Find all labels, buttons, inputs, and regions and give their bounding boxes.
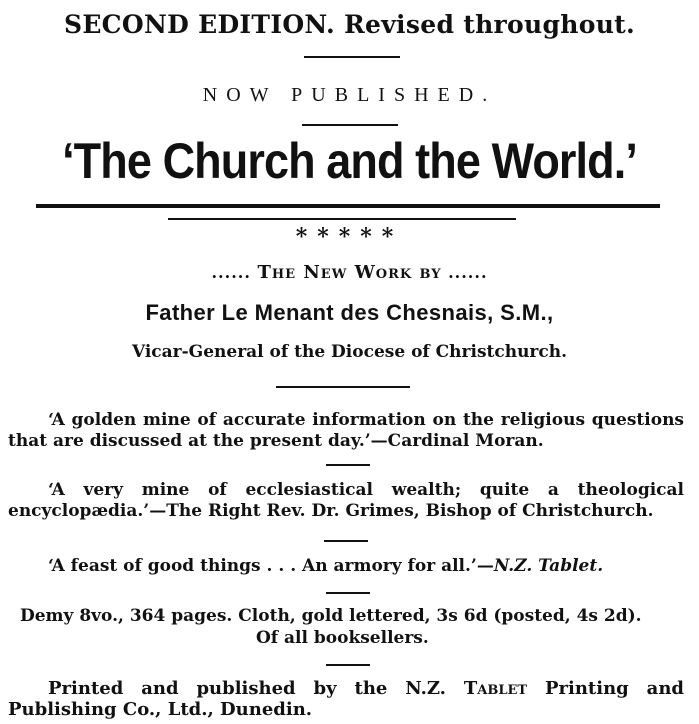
divider-rule	[326, 664, 370, 666]
edition-heading: SECOND EDITION. Revised throughout.	[63, 10, 636, 39]
new-work-label: The New Work by	[257, 262, 442, 283]
book-title: ‘The Church and the World.’	[62, 133, 637, 189]
divider-rule	[302, 124, 398, 126]
quote-text: ‘A feast of good things . . . An armory for all.’—	[48, 556, 494, 576]
now-published-heading: NOW PUBLISHED.	[202, 84, 497, 106]
title-underline-thin	[168, 218, 516, 220]
author-role: Vicar-General of the Diocese of Christchurch.	[131, 342, 568, 362]
leader-dots: ......	[211, 263, 251, 282]
quote-source: N.Z. Tablet.	[493, 556, 604, 576]
imprint-text: Printed and published by the N.Z.	[48, 678, 446, 699]
author-name: Father Le Menant des Chesnais, S.M.,	[145, 300, 554, 325]
review-quote	[8, 556, 684, 577]
price-details: Demy 8vo., 364 pages. Cloth, gold lettered, 3s 6d (posted, 4s 2d).	[20, 606, 642, 626]
divider-rule	[326, 464, 370, 466]
stars-ornament: *****	[295, 224, 404, 250]
availability: Of all booksellers.	[256, 628, 429, 648]
imprint-text-end: Printing and Publishing Co., Ltd., Dunedin.	[8, 678, 684, 720]
leader-dots: ......	[448, 263, 488, 282]
new-work-line	[0, 262, 699, 283]
divider-rule	[326, 592, 370, 594]
imprint-tablet: Tablet	[463, 678, 528, 699]
divider-rule	[276, 386, 410, 388]
review-quote: ‘A golden mine of accurate information on the religious questions that are discussed at the present day.’—Cardinal Moran.	[8, 410, 684, 451]
divider-rule	[324, 540, 368, 542]
review-quote: ‘A very mine of ecclesiastical wealth; quite a theological encyclopædia.’—The Right Rev. Dr. Grimes, Bishop of Christchurch.	[8, 480, 684, 521]
publisher-imprint	[8, 678, 684, 720]
title-underline-thick	[36, 204, 660, 208]
divider-rule	[304, 56, 400, 58]
